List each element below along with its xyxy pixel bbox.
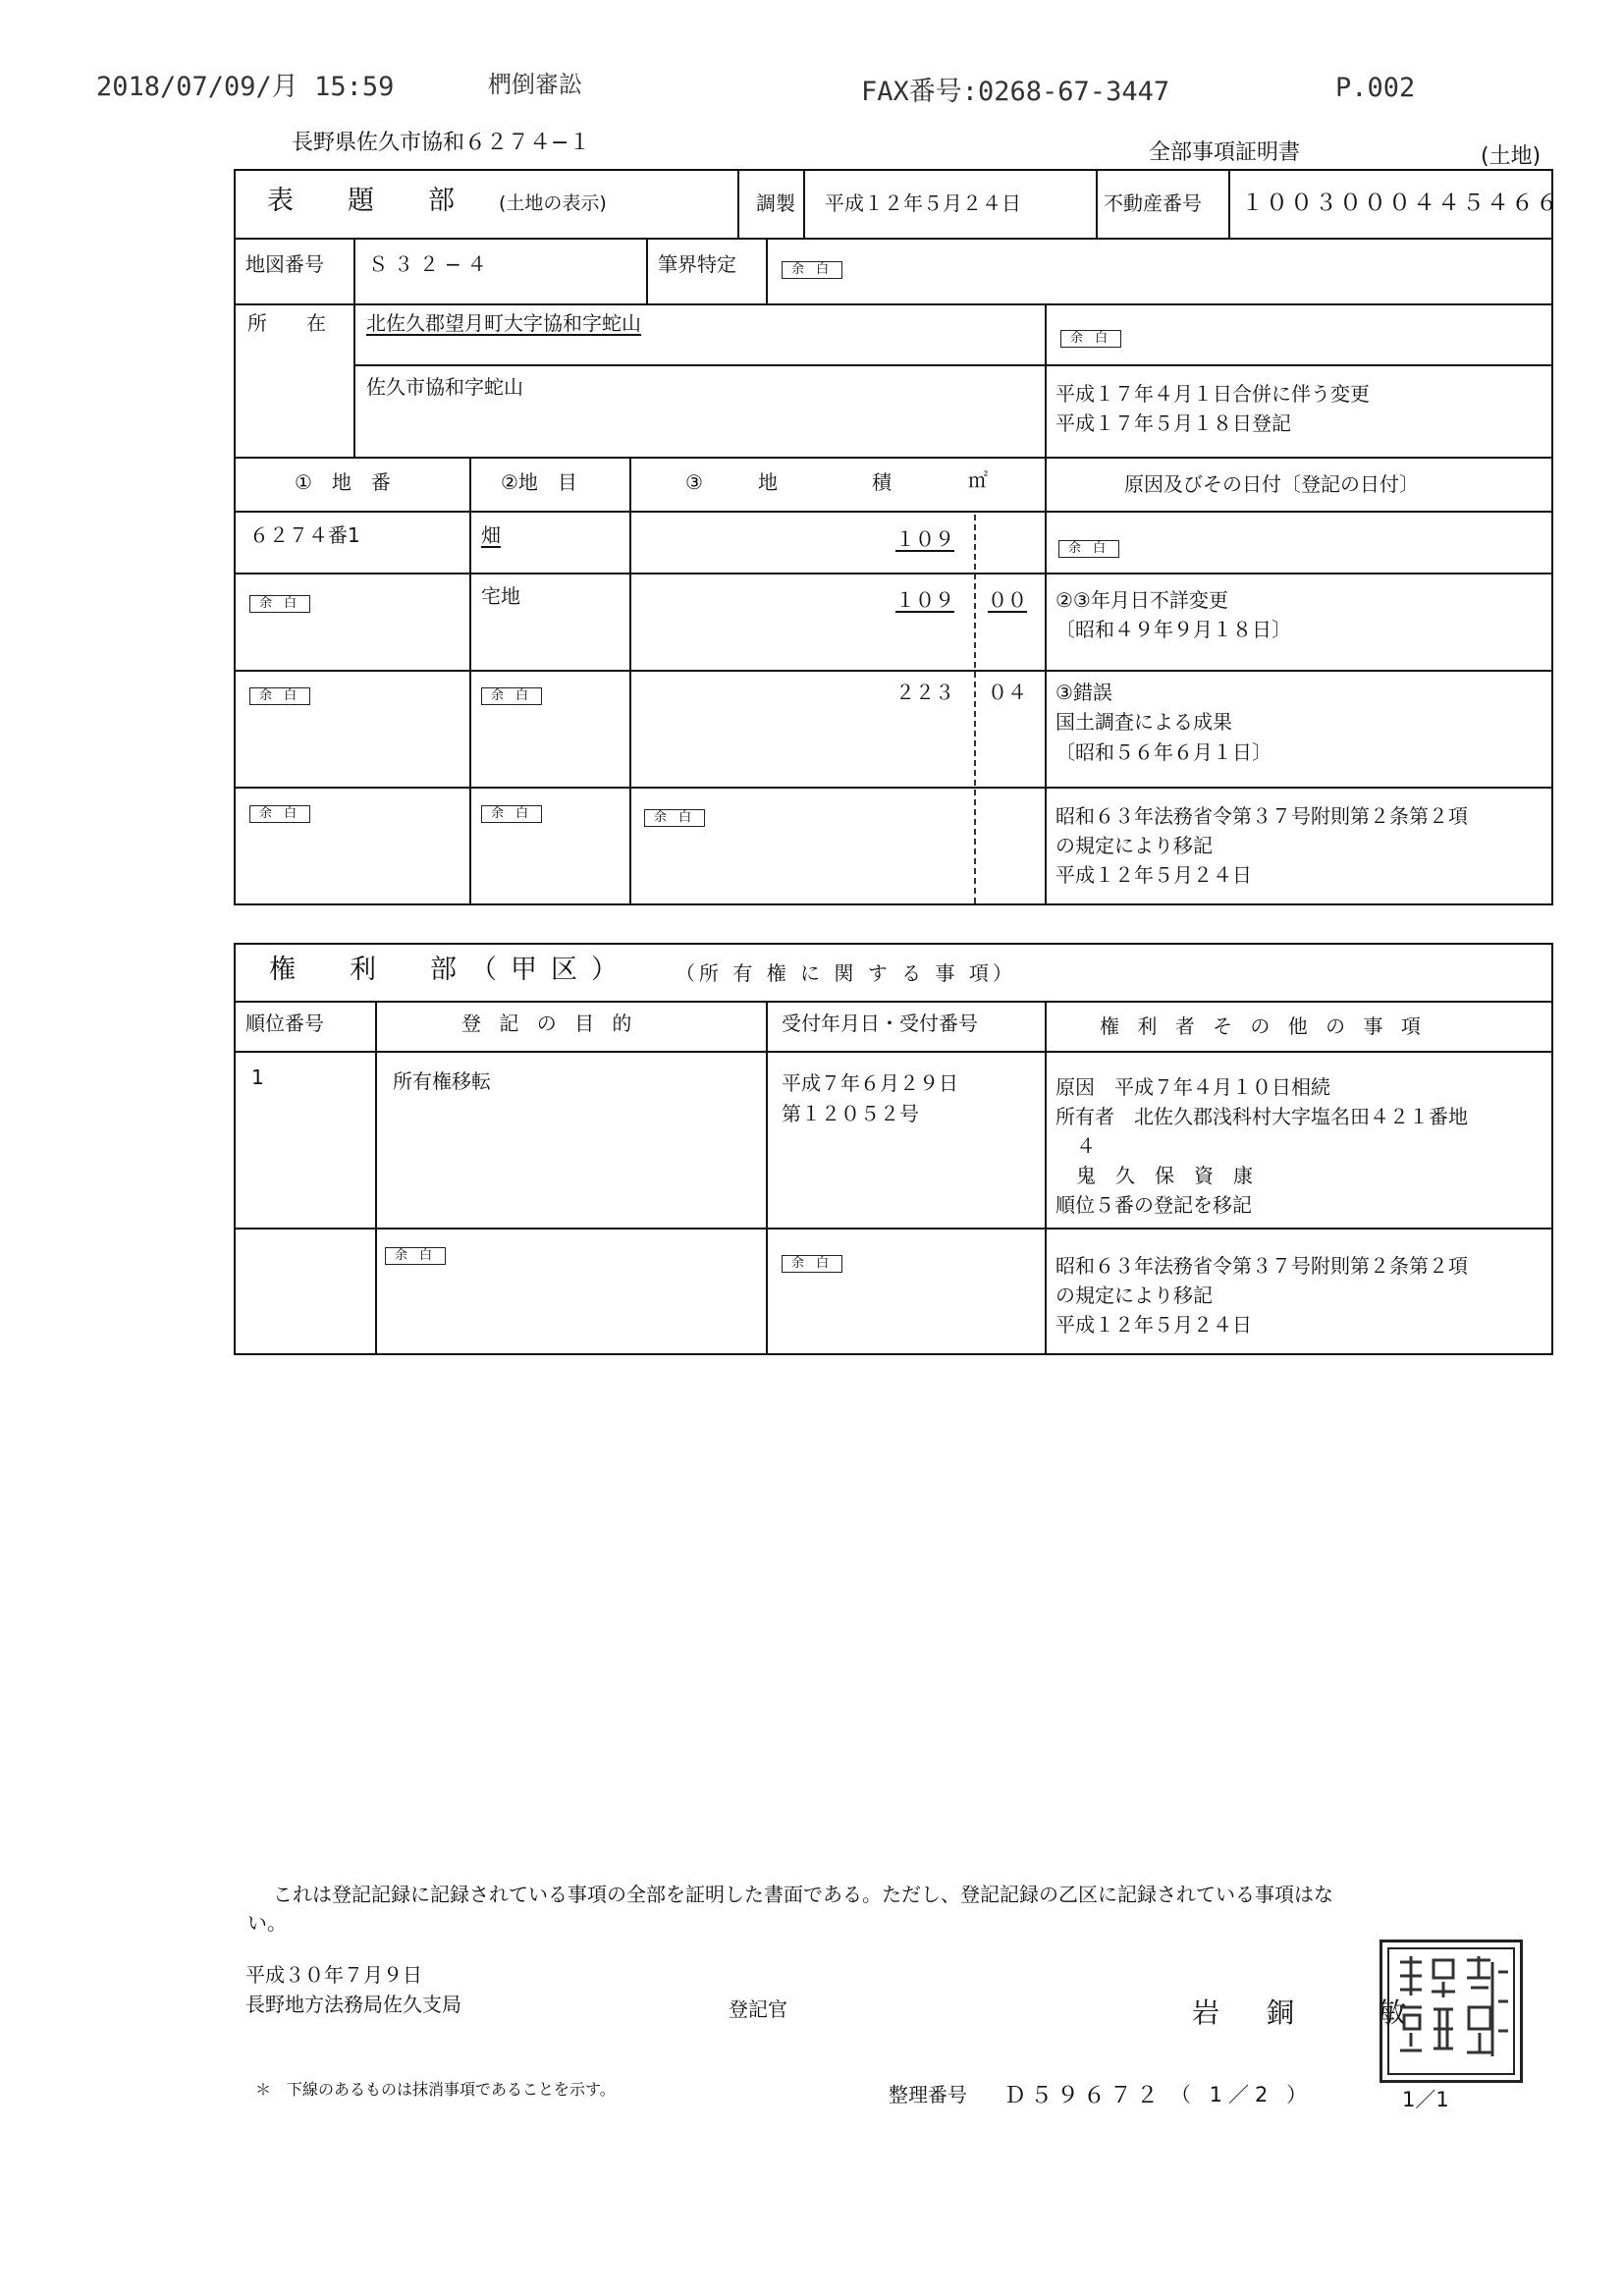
- fudosan-number: １００３０００４４５４６６: [1241, 191, 1560, 216]
- fax-sender: 椚倒審訟: [488, 71, 582, 98]
- k-row2-uketsuke: 余 白: [782, 1255, 842, 1273]
- seiri-label: 整理番号: [889, 2083, 967, 2106]
- kenri-subtitle: （所 有 権 に 関 す る 事 項）: [676, 961, 1016, 985]
- row1-seisu: １０９: [895, 527, 954, 551]
- row2-genin-2: 〔昭和４９年９月１８日〕: [1055, 618, 1291, 641]
- footnote: ＊ 下線のあるものは抹消事項であることを示す。: [255, 2080, 616, 2099]
- issuing-office: 長野地方法務局佐久支局: [245, 1993, 461, 2016]
- shozai-label: 所 在: [247, 311, 326, 335]
- hyodaibu-title: 表 題 部: [267, 186, 468, 216]
- kenri-title: 権 利 部（甲区）: [269, 955, 631, 985]
- hikkai-label: 筆界特定: [658, 252, 736, 276]
- row3-shosu: ０４: [988, 681, 1027, 704]
- seiri-number: Ｄ５９６７２: [1003, 2083, 1163, 2108]
- hyodaibu-table: [234, 169, 1560, 905]
- col-chiseki-unit: ㎡: [968, 468, 988, 492]
- row1-genin: 余 白: [1058, 540, 1119, 558]
- doc-address: 長野県佐久市協和６２７４−１: [292, 131, 591, 155]
- col-chiseki-1: ③: [685, 470, 703, 494]
- registrar-name: 岩 銅 敏: [1192, 1996, 1417, 2029]
- row4-chiban: 余 白: [249, 805, 310, 823]
- col-chiseki-3: 積: [872, 470, 892, 494]
- k-row1-mokuteki: 所有権移転: [393, 1069, 491, 1093]
- shozai-1-note: 余 白: [1060, 330, 1121, 348]
- row2-seisu: １０９: [895, 588, 954, 612]
- row3-seisu: ２２３: [895, 681, 954, 704]
- row4-genin-2: の規定により移記: [1055, 834, 1213, 857]
- col-uketsuke: 受付年月日・受付番号: [782, 1011, 978, 1035]
- row4-chiseki: 余 白: [644, 809, 705, 827]
- k-row1-kenri-5: 順位５番の登記を移記: [1055, 1193, 1252, 1217]
- col-kenrisha: 権 利 者 そ の 他 の 事 項: [1100, 1014, 1427, 1038]
- row3-genin-1: ③錯誤: [1055, 681, 1112, 704]
- row2-shosu: ００: [988, 588, 1027, 612]
- shozai-2-note-2: 平成１７年５月１８日登記: [1055, 411, 1291, 435]
- shozai-2-note-1: 平成１７年４月１日合併に伴う変更: [1055, 382, 1370, 406]
- sheet-number: 1／1: [1402, 2088, 1449, 2111]
- fax-timestamp: 2018/07/09/月 15:59: [96, 72, 395, 102]
- row3-genin-2: 国土調査による成果: [1055, 710, 1232, 734]
- k-row1-juni: 1: [251, 1066, 264, 1089]
- row1-chimoku: 畑: [481, 523, 501, 547]
- k-row1-kenri-3: ４: [1076, 1134, 1096, 1158]
- row4-chimoku: 余 白: [481, 805, 542, 823]
- k-row2-kenri-2: の規定により移記: [1055, 1284, 1213, 1307]
- shozai-1: 北佐久郡望月町大字協和字蛇山: [366, 311, 641, 335]
- chizu-label: 地図番号: [245, 252, 324, 276]
- kenri-table: [234, 943, 1553, 1355]
- page-of: （ 1／2 ）: [1170, 2083, 1314, 2106]
- col-chimoku: ②地 目: [501, 470, 577, 494]
- row3-chimoku: 余 白: [481, 687, 542, 705]
- col-mokuteki: 登 記 の 目 的: [461, 1011, 638, 1035]
- fudosan-label: 不動産番号: [1104, 191, 1202, 215]
- k-row1-kenri-4: 鬼 久 保 資 康: [1076, 1164, 1253, 1187]
- row4-genin-1: 昭和６３年法務省令第３７号附則第２条第２項: [1055, 804, 1468, 828]
- row2-chiban: 余 白: [249, 595, 310, 613]
- k-row1-uketsuke-2: 第１２０５２号: [782, 1102, 919, 1125]
- k-row1-uketsuke-1: 平成７年６月２９日: [782, 1071, 958, 1095]
- fax-page: P.002: [1335, 73, 1416, 103]
- col-chiban: ① 地 番: [295, 470, 391, 494]
- row3-genin-3: 〔昭和５６年６月１日〕: [1055, 740, 1271, 764]
- k-row1-kenri-2: 所有者 北佐久郡浅科村大字塩名田４２１番地: [1055, 1105, 1468, 1128]
- k-row1-kenri-1: 原因 平成７年４月１０日相続: [1055, 1075, 1330, 1099]
- row4-genin-3: 平成１２年５月２４日: [1055, 863, 1252, 887]
- certification-line-2: い。: [247, 1911, 287, 1935]
- col-chiseki-2: 地: [758, 470, 778, 494]
- k-row2-kenri-1: 昭和６３年法務省令第３７号附則第２条第２項: [1055, 1254, 1468, 1278]
- row2-chimoku: 宅地: [481, 584, 520, 608]
- chousei-date: 平成１２年５月２４日: [825, 191, 1021, 215]
- seal-graphic: [1382, 1942, 1520, 2080]
- col-juni: 順位番号: [245, 1011, 324, 1035]
- chousei-label: 調製: [756, 191, 795, 215]
- official-seal: [1380, 1940, 1523, 2083]
- hyodaibu-subtitle: (土地の表示): [499, 192, 607, 214]
- row1-chiban: ６２７４番1: [249, 523, 360, 547]
- row3-chiban: 余 白: [249, 687, 310, 705]
- doc-title: 全部事項証明書: [1149, 140, 1301, 165]
- k-row2-mokuteki: 余 白: [385, 1247, 446, 1265]
- certification-line-1: これは登記記録に記録されている事項の全部を証明した書面である。ただし、登記記録の乙区に記録されている事項はな: [273, 1883, 1333, 1906]
- doc-type: (土地): [1481, 144, 1542, 169]
- chizu-value: Ｓ３２−４: [368, 252, 493, 276]
- row2-genin-1: ②③年月日不詳変更: [1055, 588, 1228, 612]
- shozai-2: 佐久市協和字蛇山: [366, 375, 523, 399]
- fax-number: FAX番号:0268-67-3447: [861, 77, 1170, 107]
- registrar-label: 登記官: [729, 1997, 787, 2021]
- hikkai-value: 余 白: [782, 261, 842, 279]
- k-row2-kenri-3: 平成１２年５月２４日: [1055, 1313, 1252, 1337]
- issue-date: 平成３０年７月９日: [245, 1963, 422, 1987]
- col-genin: 原因及びその日付〔登記の日付〕: [1124, 472, 1419, 496]
